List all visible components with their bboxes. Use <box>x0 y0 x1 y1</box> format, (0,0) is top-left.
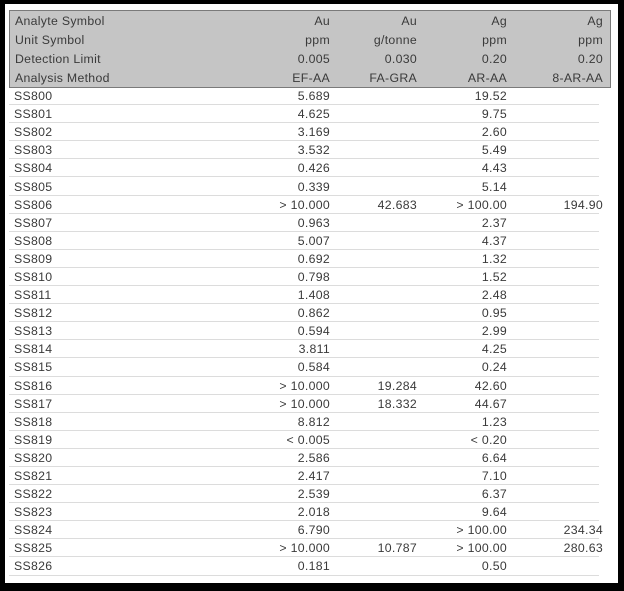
value-cell: > 10.000 <box>279 541 330 556</box>
value-cell: 42.683 <box>377 197 417 212</box>
sample-id: SS801 <box>14 107 53 122</box>
value-cell: 42.60 <box>474 378 507 393</box>
value-cell: 6.64 <box>481 450 507 465</box>
header-row <box>10 68 610 87</box>
sample-id: SS821 <box>14 469 53 484</box>
sample-id: SS824 <box>14 523 53 538</box>
value-cell: 280.63 <box>563 541 603 556</box>
sample-id: SS814 <box>14 342 53 357</box>
value-cell: 4.43 <box>481 161 507 176</box>
value-cell: 1.52 <box>481 269 507 284</box>
value-cell: 2.48 <box>481 288 507 303</box>
value-cell: 5.689 <box>297 89 330 104</box>
header-row-label: Unit Symbol <box>15 32 85 47</box>
sample-id: SS804 <box>14 161 53 176</box>
sample-id: SS809 <box>14 251 53 266</box>
value-cell: 3.169 <box>297 125 330 140</box>
value-cell: 44.67 <box>474 396 507 411</box>
header-row-label: Detection Limit <box>15 51 101 66</box>
value-cell: 9.64 <box>481 505 507 520</box>
table-row <box>9 159 611 177</box>
header-cell: AR-AA <box>467 70 507 85</box>
assay-report-page <box>5 4 618 583</box>
value-cell: > 100.00 <box>456 197 507 212</box>
value-cell: 0.181 <box>297 559 330 574</box>
table-row <box>9 539 611 557</box>
header-row-label: Analysis Method <box>15 70 110 85</box>
value-cell: 18.332 <box>377 396 417 411</box>
value-cell: 0.594 <box>297 324 330 339</box>
value-cell: < 0.20 <box>470 432 507 447</box>
table-header <box>9 10 611 88</box>
value-cell: > 100.00 <box>456 541 507 556</box>
table-row <box>9 286 611 304</box>
value-cell: < 0.005 <box>286 432 330 447</box>
value-cell: 2.586 <box>297 450 330 465</box>
header-cell: 0.20 <box>577 51 603 66</box>
value-cell: 194.90 <box>563 197 603 212</box>
value-cell: 2.37 <box>481 215 507 230</box>
sample-id: SS811 <box>14 288 52 303</box>
header-cell: ppm <box>482 32 507 47</box>
sample-id: SS807 <box>14 215 53 230</box>
value-cell: 0.584 <box>297 360 330 375</box>
sample-id: SS802 <box>14 125 53 140</box>
header-row <box>10 30 610 49</box>
table-row <box>9 467 611 485</box>
table-row <box>9 123 611 141</box>
header-row <box>10 49 610 68</box>
value-cell: 0.24 <box>481 360 507 375</box>
sample-id: SS817 <box>14 396 53 411</box>
value-cell: 0.963 <box>297 215 330 230</box>
table-row <box>9 250 611 268</box>
header-cell: 8-AR-AA <box>552 70 603 85</box>
value-cell: 1.408 <box>297 288 330 303</box>
value-cell: 0.50 <box>481 559 507 574</box>
value-cell: 6.37 <box>481 487 507 502</box>
value-cell: 234.34 <box>563 523 603 538</box>
table-row <box>9 521 611 539</box>
value-cell: 2.99 <box>481 324 507 339</box>
value-cell: 7.10 <box>481 469 507 484</box>
value-cell: 0.339 <box>297 179 330 194</box>
value-cell: 10.787 <box>377 541 417 556</box>
sample-id: SS810 <box>14 269 53 284</box>
table-row <box>9 503 611 521</box>
value-cell: 0.426 <box>297 161 330 176</box>
header-cell: Au <box>401 13 417 28</box>
sample-id: SS816 <box>14 378 53 393</box>
value-cell: 0.798 <box>297 269 330 284</box>
sample-id: SS819 <box>14 432 53 447</box>
header-row <box>10 11 610 30</box>
table-row <box>9 413 611 431</box>
header-cell: ppm <box>578 32 603 47</box>
sample-id: SS825 <box>14 541 53 556</box>
value-cell: 0.95 <box>481 306 507 321</box>
value-cell: 6.790 <box>297 523 330 538</box>
value-cell: 4.625 <box>297 107 330 122</box>
table-row <box>9 322 611 340</box>
header-cell: ppm <box>305 32 330 47</box>
value-cell: 2.417 <box>297 469 330 484</box>
sample-id: SS806 <box>14 197 53 212</box>
table-row <box>9 485 611 503</box>
table-row <box>9 304 611 322</box>
value-cell: 1.23 <box>481 414 507 429</box>
table-row <box>9 87 611 105</box>
value-cell: 5.007 <box>297 233 330 248</box>
value-cell: 4.37 <box>481 233 507 248</box>
table-row <box>9 431 611 449</box>
header-cell: g/tonne <box>373 32 417 47</box>
table-row <box>9 557 611 575</box>
header-cell: EF-AA <box>292 70 330 85</box>
value-cell: 2.018 <box>297 505 330 520</box>
header-cell: 0.20 <box>481 51 507 66</box>
table-row <box>9 449 611 467</box>
value-cell: 3.811 <box>298 342 330 357</box>
table-row <box>9 141 611 159</box>
sample-id: SS803 <box>14 143 53 158</box>
table-row <box>9 377 611 395</box>
header-cell: FA-GRA <box>369 70 417 85</box>
value-cell: 5.14 <box>481 179 507 194</box>
table-row <box>9 340 611 358</box>
header-cell: Ag <box>587 13 603 28</box>
header-row-label: Analyte Symbol <box>15 13 105 28</box>
table-row <box>9 268 611 286</box>
value-cell: 5.49 <box>481 143 507 158</box>
header-cell: 0.030 <box>384 51 417 66</box>
value-cell: 4.25 <box>481 342 507 357</box>
sample-id: SS805 <box>14 179 53 194</box>
table-row <box>9 105 611 123</box>
table-row <box>9 177 611 195</box>
value-cell: > 10.000 <box>279 378 330 393</box>
assay-table-body <box>9 87 611 576</box>
sample-id: SS813 <box>14 324 53 339</box>
table-row <box>9 196 611 214</box>
header-cell: 0.005 <box>297 51 330 66</box>
value-cell: 19.52 <box>474 89 507 104</box>
value-cell: 3.532 <box>297 143 330 158</box>
sample-id: SS818 <box>14 414 53 429</box>
value-cell: 2.60 <box>481 125 507 140</box>
value-cell: 8.812 <box>297 414 330 429</box>
sample-id: SS820 <box>14 450 53 465</box>
sample-id: SS815 <box>14 360 53 375</box>
value-cell: 9.75 <box>481 107 507 122</box>
header-cell: Ag <box>491 13 507 28</box>
table-row <box>9 395 611 413</box>
value-cell: > 10.000 <box>279 197 330 212</box>
sample-id: SS826 <box>14 559 53 574</box>
value-cell: 0.692 <box>297 251 330 266</box>
sample-id: SS808 <box>14 233 53 248</box>
sample-id: SS812 <box>14 306 53 321</box>
sample-id: SS800 <box>14 89 53 104</box>
value-cell: 0.862 <box>297 306 330 321</box>
value-cell: 19.284 <box>377 378 417 393</box>
value-cell: 1.32 <box>481 251 507 266</box>
sample-id: SS823 <box>14 505 53 520</box>
table-row <box>9 358 611 376</box>
value-cell: > 100.00 <box>456 523 507 538</box>
table-row <box>9 232 611 250</box>
value-cell: 2.539 <box>297 487 330 502</box>
header-cell: Au <box>314 13 330 28</box>
sample-id: SS822 <box>14 487 53 502</box>
value-cell: > 10.000 <box>279 396 330 411</box>
table-row <box>9 214 611 232</box>
